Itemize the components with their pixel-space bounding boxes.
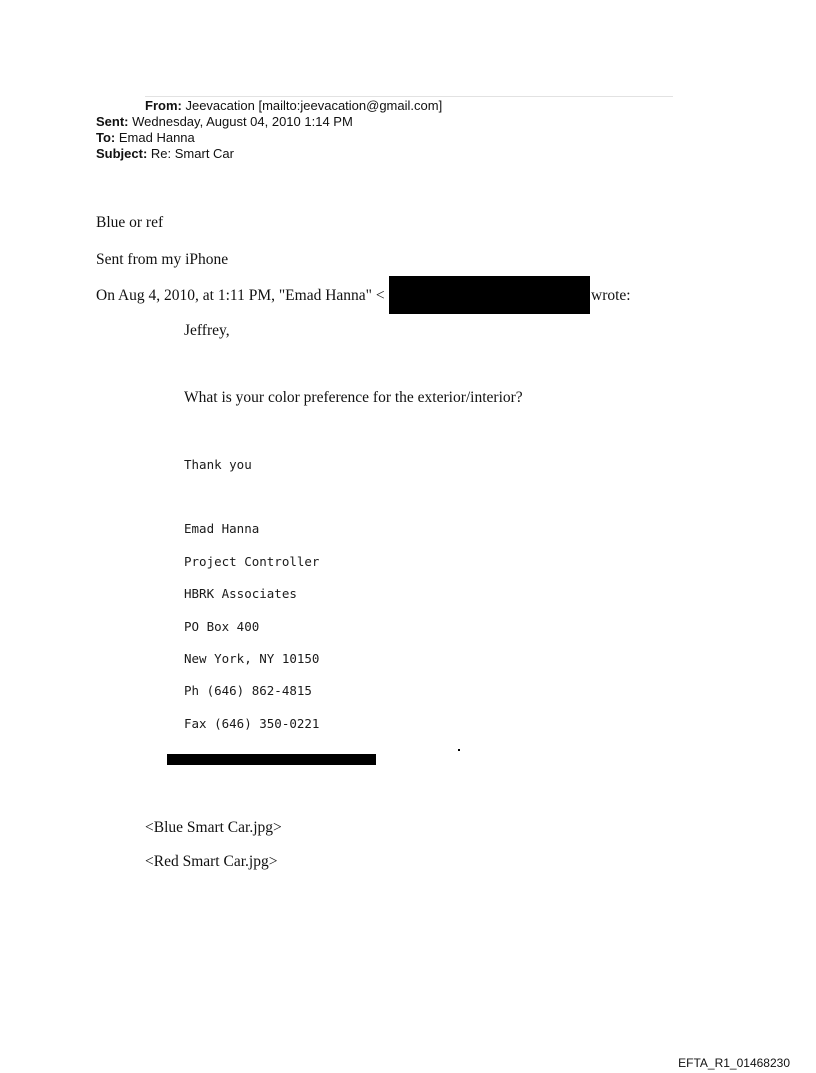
sent-line	[96, 114, 353, 130]
to-label: To:	[96, 130, 116, 145]
document-id: EFTA_R1_01468230	[678, 1056, 790, 1070]
redaction-signature-email	[167, 754, 376, 765]
signature-line: New York, NY 10150	[184, 651, 320, 666]
to-line	[96, 130, 195, 146]
from-value: Jeevacation [mailto:jeevacation@gmail.com]	[185, 98, 443, 113]
sent-label: Sent:	[96, 114, 129, 129]
subject-value: Re: Smart Car	[150, 146, 234, 161]
reply-text: Blue or ref	[96, 214, 164, 231]
signature-line: Ph (646) 862-4815	[184, 683, 312, 698]
quoted-greeting: Jeffrey,	[184, 322, 230, 339]
sent-value: Wednesday, August 04, 2010 1:14 PM	[132, 114, 353, 129]
from-line	[145, 98, 442, 114]
signature-line: PO Box 400	[184, 619, 260, 634]
quote-wrote: wrote:	[591, 287, 631, 304]
to-value: Emad Hanna	[118, 130, 195, 145]
signature-line: Project Controller	[184, 554, 320, 569]
signature-line: Fax (646) 350-0221	[184, 716, 320, 731]
header-divider	[145, 96, 673, 97]
subject-line	[96, 146, 234, 162]
from-label: From:	[145, 98, 182, 113]
attachment-blue: <Blue Smart Car.jpg>	[145, 819, 282, 836]
attachment-red: <Red Smart Car.jpg>	[145, 853, 278, 870]
subject-label: Subject:	[96, 146, 148, 161]
signature-line: Emad Hanna	[184, 521, 260, 536]
quoted-question: What is your color preference for the exterior/interior?	[184, 389, 523, 406]
signature-line: HBRK Associates	[184, 586, 297, 601]
quote-intro: On Aug 4, 2010, at 1:11 PM, "Emad Hanna" <	[96, 287, 385, 304]
quoted-thanks: Thank you	[184, 457, 252, 472]
stray-mark	[458, 749, 460, 751]
redaction-email-address	[389, 276, 590, 314]
sent-from-iphone: Sent from my iPhone	[96, 251, 229, 268]
